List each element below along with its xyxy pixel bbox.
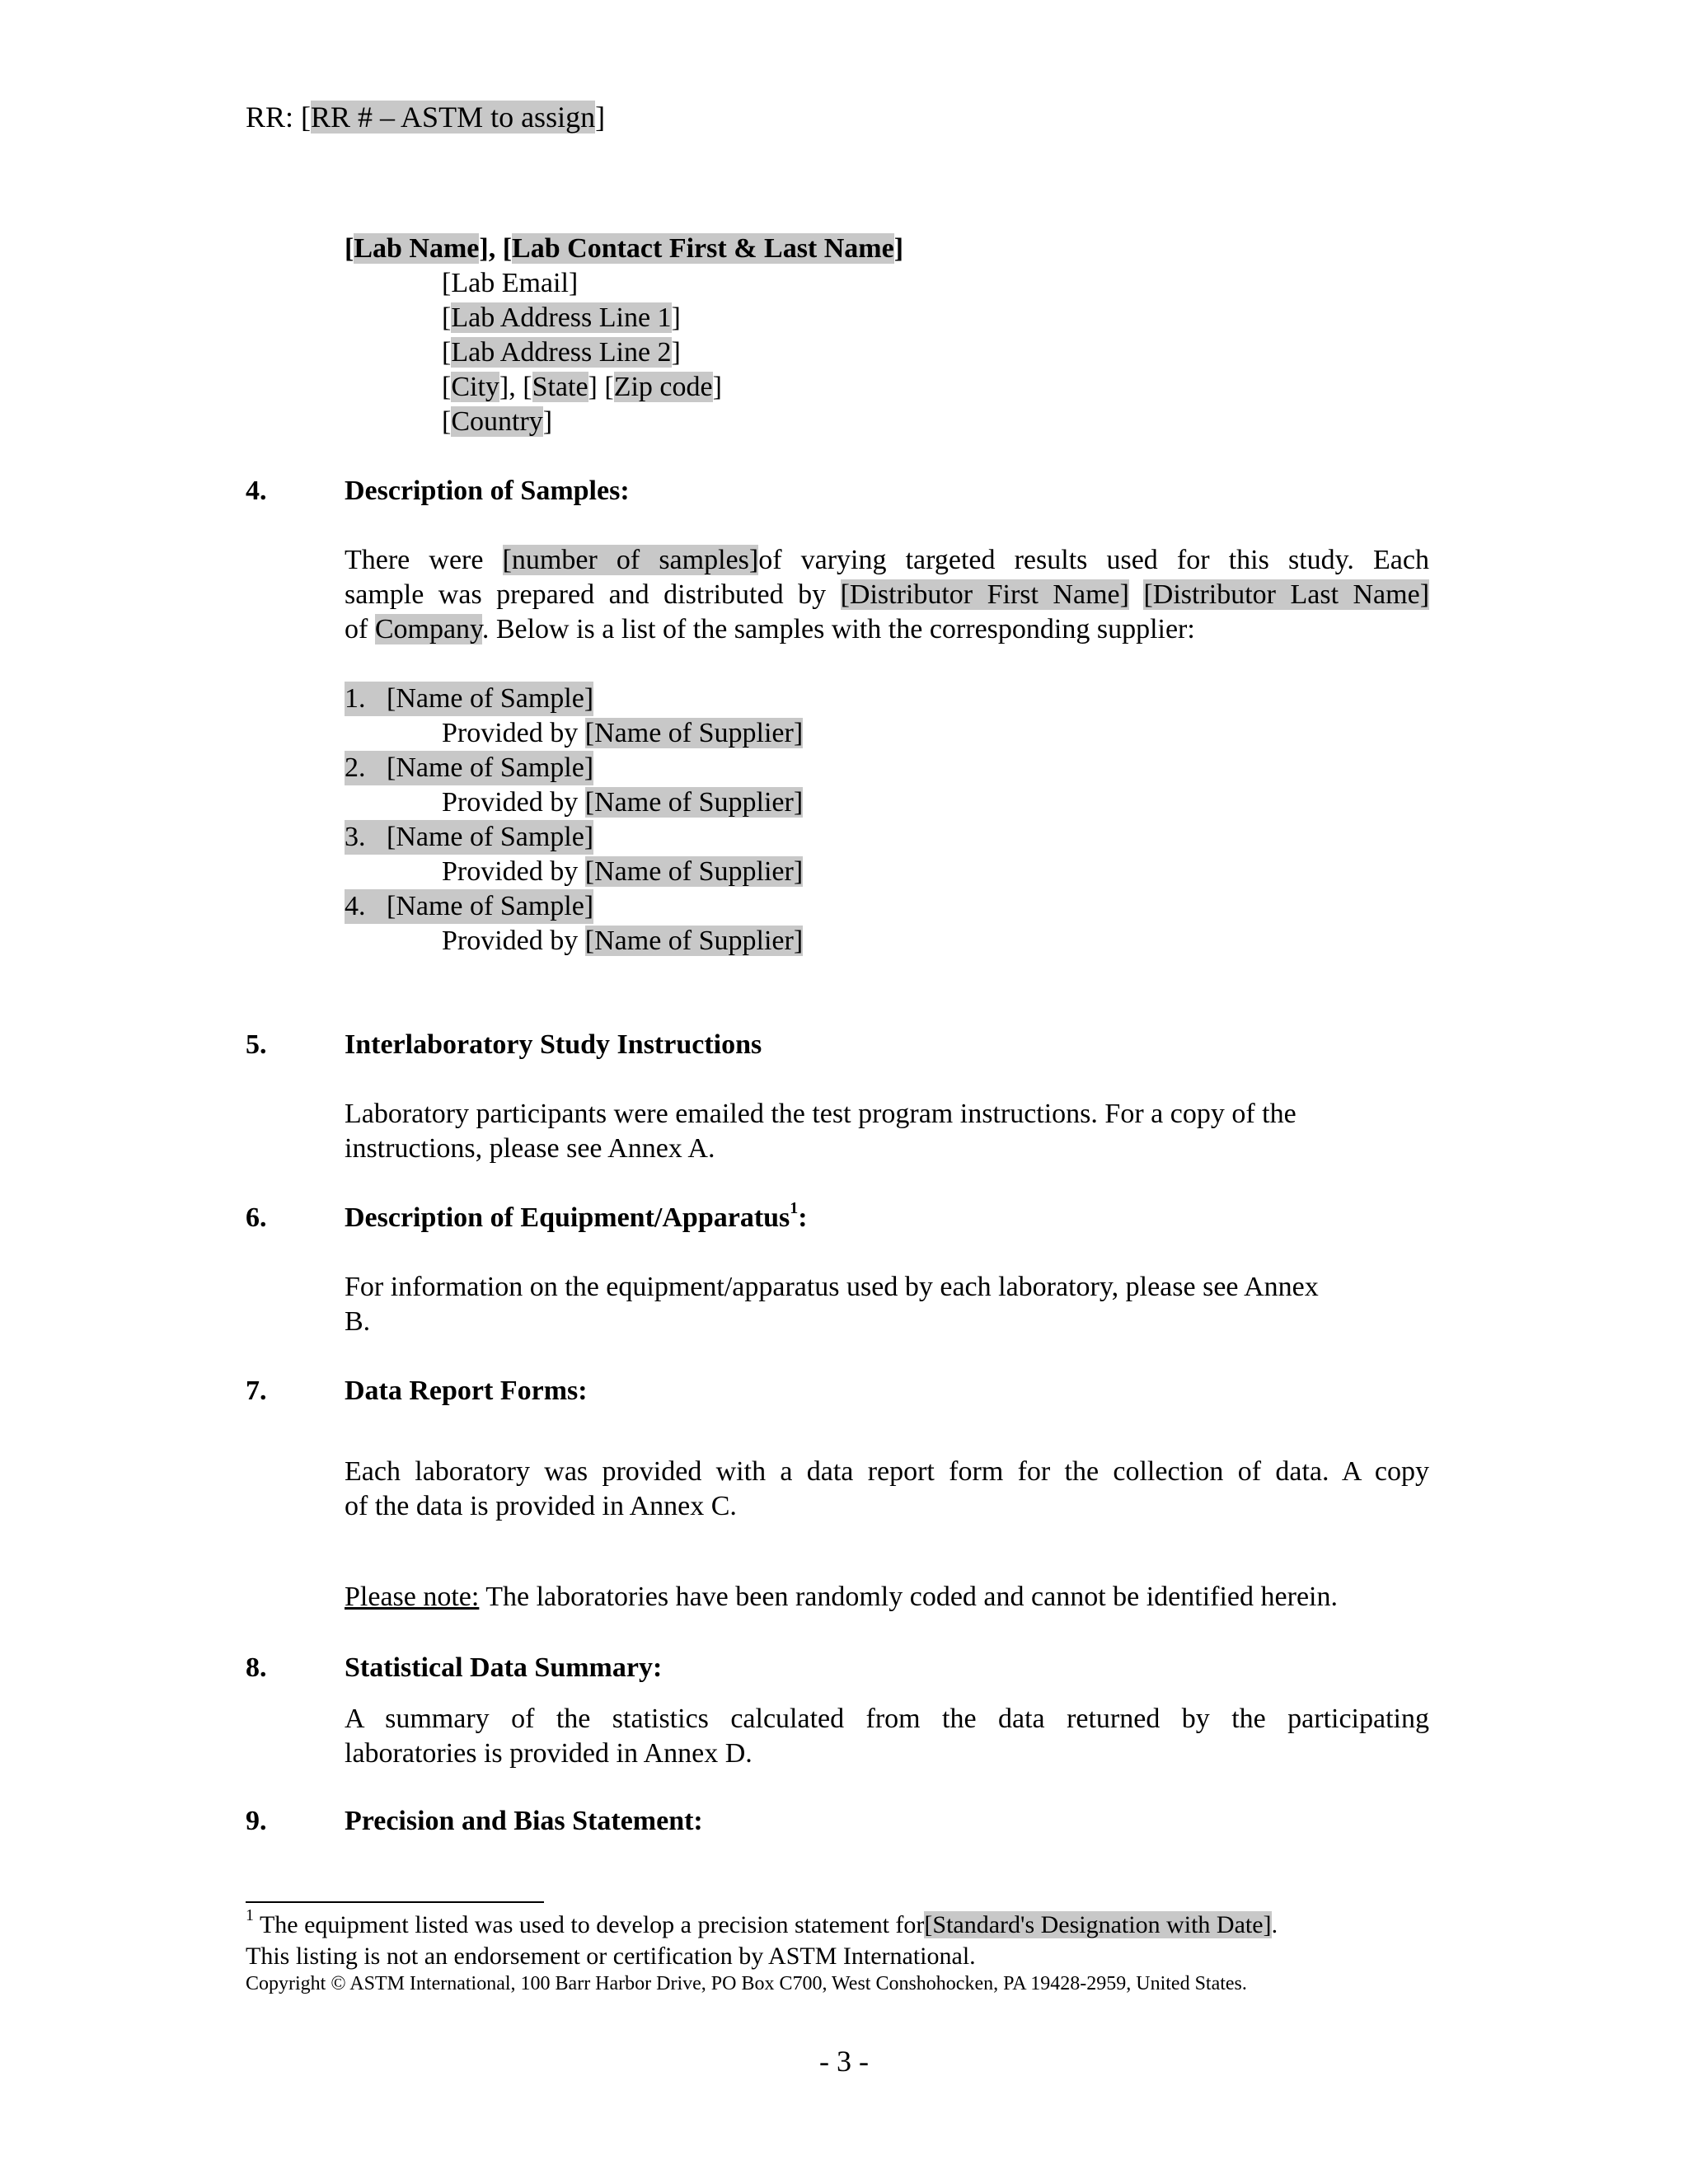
text-run: sample was prepared and distributed by xyxy=(345,579,841,610)
distributor-first-name-placeholder[interactable]: [Distributor First Name] xyxy=(840,579,1129,610)
provided-by-label: Provided by xyxy=(442,926,585,956)
header-prefix: RR: [ xyxy=(246,101,312,134)
please-note-label: Please note: xyxy=(345,1582,480,1612)
provided-by-label: Provided by xyxy=(442,787,585,818)
footnote-1-line-2: This listing is not an endorsement or certification by ASTM International. xyxy=(246,1943,976,1970)
supplier-placeholder[interactable]: [Name of Supplier] xyxy=(584,718,804,748)
sample-number: 3. xyxy=(345,822,366,852)
footnote-marker: 1 xyxy=(246,1906,254,1924)
section-6-line-1: For information on the equipment/apparatus used by each laboratory, please see Annex xyxy=(345,1272,1319,1302)
section-8-paragraph xyxy=(345,1702,1429,1771)
sample-supplier-3 xyxy=(442,855,803,889)
section-9-title: Precision and Bias Statement: xyxy=(345,1806,703,1836)
section-4-line-3 xyxy=(345,612,1429,647)
section-6-number: 6. xyxy=(246,1202,267,1233)
provided-by-label: Provided by xyxy=(442,718,585,748)
footnote-separator xyxy=(246,1901,544,1903)
section-7-paragraph xyxy=(345,1455,1429,1524)
standard-designation-placeholder[interactable]: [Standard's Designation with Date] xyxy=(924,1911,1272,1938)
lab-state-placeholder[interactable]: State xyxy=(532,372,588,402)
sample-supplier-1 xyxy=(442,716,803,751)
sample-name: [Name of Sample] xyxy=(387,891,594,921)
section-8-line-1: A summary of the statistics calculated from the data returned by the participating xyxy=(345,1704,1429,1734)
lab-name-placeholder[interactable]: Lab Name xyxy=(354,233,480,264)
sample-name: [Name of Sample] xyxy=(387,683,594,714)
sample-name: [Name of Sample] xyxy=(387,822,594,852)
section-7-line-2: of the data is provided in Annex C. xyxy=(345,1491,737,1521)
section-5-number: 5. xyxy=(246,1029,267,1060)
lab-address2-line: [Lab Address Line 2] xyxy=(442,337,681,368)
section-4-line-2 xyxy=(345,578,1429,612)
section-8-title: Statistical Data Summary: xyxy=(345,1652,663,1683)
page-number: - 3 - xyxy=(819,2045,869,2078)
lab-city-line: [City], [State] [Zip code] xyxy=(442,372,722,402)
section-8-number: 8. xyxy=(246,1652,267,1683)
text-run: There were xyxy=(345,545,503,575)
section-6-title-colon: : xyxy=(798,1202,808,1233)
footnote-text-end: . xyxy=(1271,1911,1278,1938)
sample-number: 2. xyxy=(345,752,366,783)
supplier-placeholder[interactable]: [Name of Supplier] xyxy=(584,856,804,887)
section-7-title: Data Report Forms: xyxy=(345,1376,588,1406)
lab-name-line: [Lab Name], [Lab Contact First & Last Name] xyxy=(345,233,904,264)
section-4-paragraph xyxy=(345,543,1429,647)
please-note-text: The laboratories have been randomly coded and cannot be identified herein. xyxy=(479,1582,1338,1612)
sample-number: 1. xyxy=(345,683,366,714)
lab-address1-line: [Lab Address Line 1] xyxy=(442,302,681,333)
lab-email-line: [Lab Email] xyxy=(442,268,579,298)
section-4-number: 4. xyxy=(246,476,267,506)
lab-country-placeholder[interactable]: Country xyxy=(451,406,543,437)
text-run: of varying targeted results used for this study. Each xyxy=(758,545,1429,575)
section-4-line-1 xyxy=(345,543,1429,578)
footnote-reference-1[interactable]: 1 xyxy=(790,1198,799,1217)
lab-city-placeholder[interactable]: City xyxy=(451,372,499,402)
supplier-placeholder[interactable]: [Name of Supplier] xyxy=(584,926,804,956)
footnote-text: The equipment listed was used to develop a precision statement for xyxy=(254,1911,925,1938)
section-5-title: Interlaboratory Study Instructions xyxy=(345,1029,762,1060)
text-run: . Below is a list of the samples with the corresponding supplier: xyxy=(481,614,1195,644)
section-5-line-1: Laboratory participants were emailed the test program instructions. For a copy of the xyxy=(345,1099,1296,1129)
sample-number: 4. xyxy=(345,891,366,921)
provided-by-label: Provided by xyxy=(442,856,585,887)
sample-item-2[interactable] xyxy=(345,751,593,785)
lab-zip-placeholder[interactable]: Zip code xyxy=(613,372,713,402)
sample-item-1[interactable] xyxy=(345,682,593,716)
header-suffix: ] xyxy=(595,101,606,134)
sample-supplier-2 xyxy=(442,785,803,820)
report-header xyxy=(246,99,605,135)
section-9-number: 9. xyxy=(246,1806,267,1836)
text-run: of xyxy=(345,614,375,644)
section-5-line-2: instructions, please see Annex A. xyxy=(345,1133,715,1164)
text-run xyxy=(1129,579,1144,610)
section-7-number: 7. xyxy=(246,1376,267,1406)
please-note-line xyxy=(345,1580,1338,1615)
lab-contact-placeholder[interactable]: Lab Contact First & Last Name xyxy=(512,233,894,264)
lab-email-placeholder[interactable]: Lab Email xyxy=(451,268,569,298)
section-6-title xyxy=(345,1198,808,1235)
section-4-title: Description of Samples: xyxy=(345,476,630,506)
lab-address1-placeholder[interactable]: Lab Address Line 1 xyxy=(451,302,672,333)
rr-number-placeholder[interactable]: RR # – ASTM to assign xyxy=(311,101,596,134)
lab-country-line: [Country] xyxy=(442,406,553,437)
sample-supplier-4 xyxy=(442,924,803,958)
company-placeholder[interactable]: Company xyxy=(374,614,482,644)
number-of-samples-placeholder[interactable]: [number of samples] xyxy=(502,545,759,575)
sample-name: [Name of Sample] xyxy=(387,752,594,783)
supplier-placeholder[interactable]: [Name of Supplier] xyxy=(584,787,804,818)
section-8-line-2: laboratories is provided in Annex D. xyxy=(345,1738,753,1769)
sample-item-3[interactable] xyxy=(345,820,593,855)
sample-item-4[interactable] xyxy=(345,889,593,924)
section-7-line-1: Each laboratory was provided with a data report form for the collection of data. A copy xyxy=(345,1456,1429,1487)
distributor-last-name-placeholder[interactable]: [Distributor Last Name] xyxy=(1143,579,1430,610)
footnote-1-line-1 xyxy=(246,1906,1278,1941)
section-6-title-text: Description of Equipment/Apparatus xyxy=(345,1202,790,1233)
section-6-line-2: B. xyxy=(345,1306,371,1337)
lab-address2-placeholder[interactable]: Lab Address Line 2 xyxy=(451,337,672,368)
copyright-notice: Copyright © ASTM International, 100 Barr Harbor Drive, PO Box C700, West Conshohocken, PA 19428-2959, United States. xyxy=(246,1973,1247,1994)
